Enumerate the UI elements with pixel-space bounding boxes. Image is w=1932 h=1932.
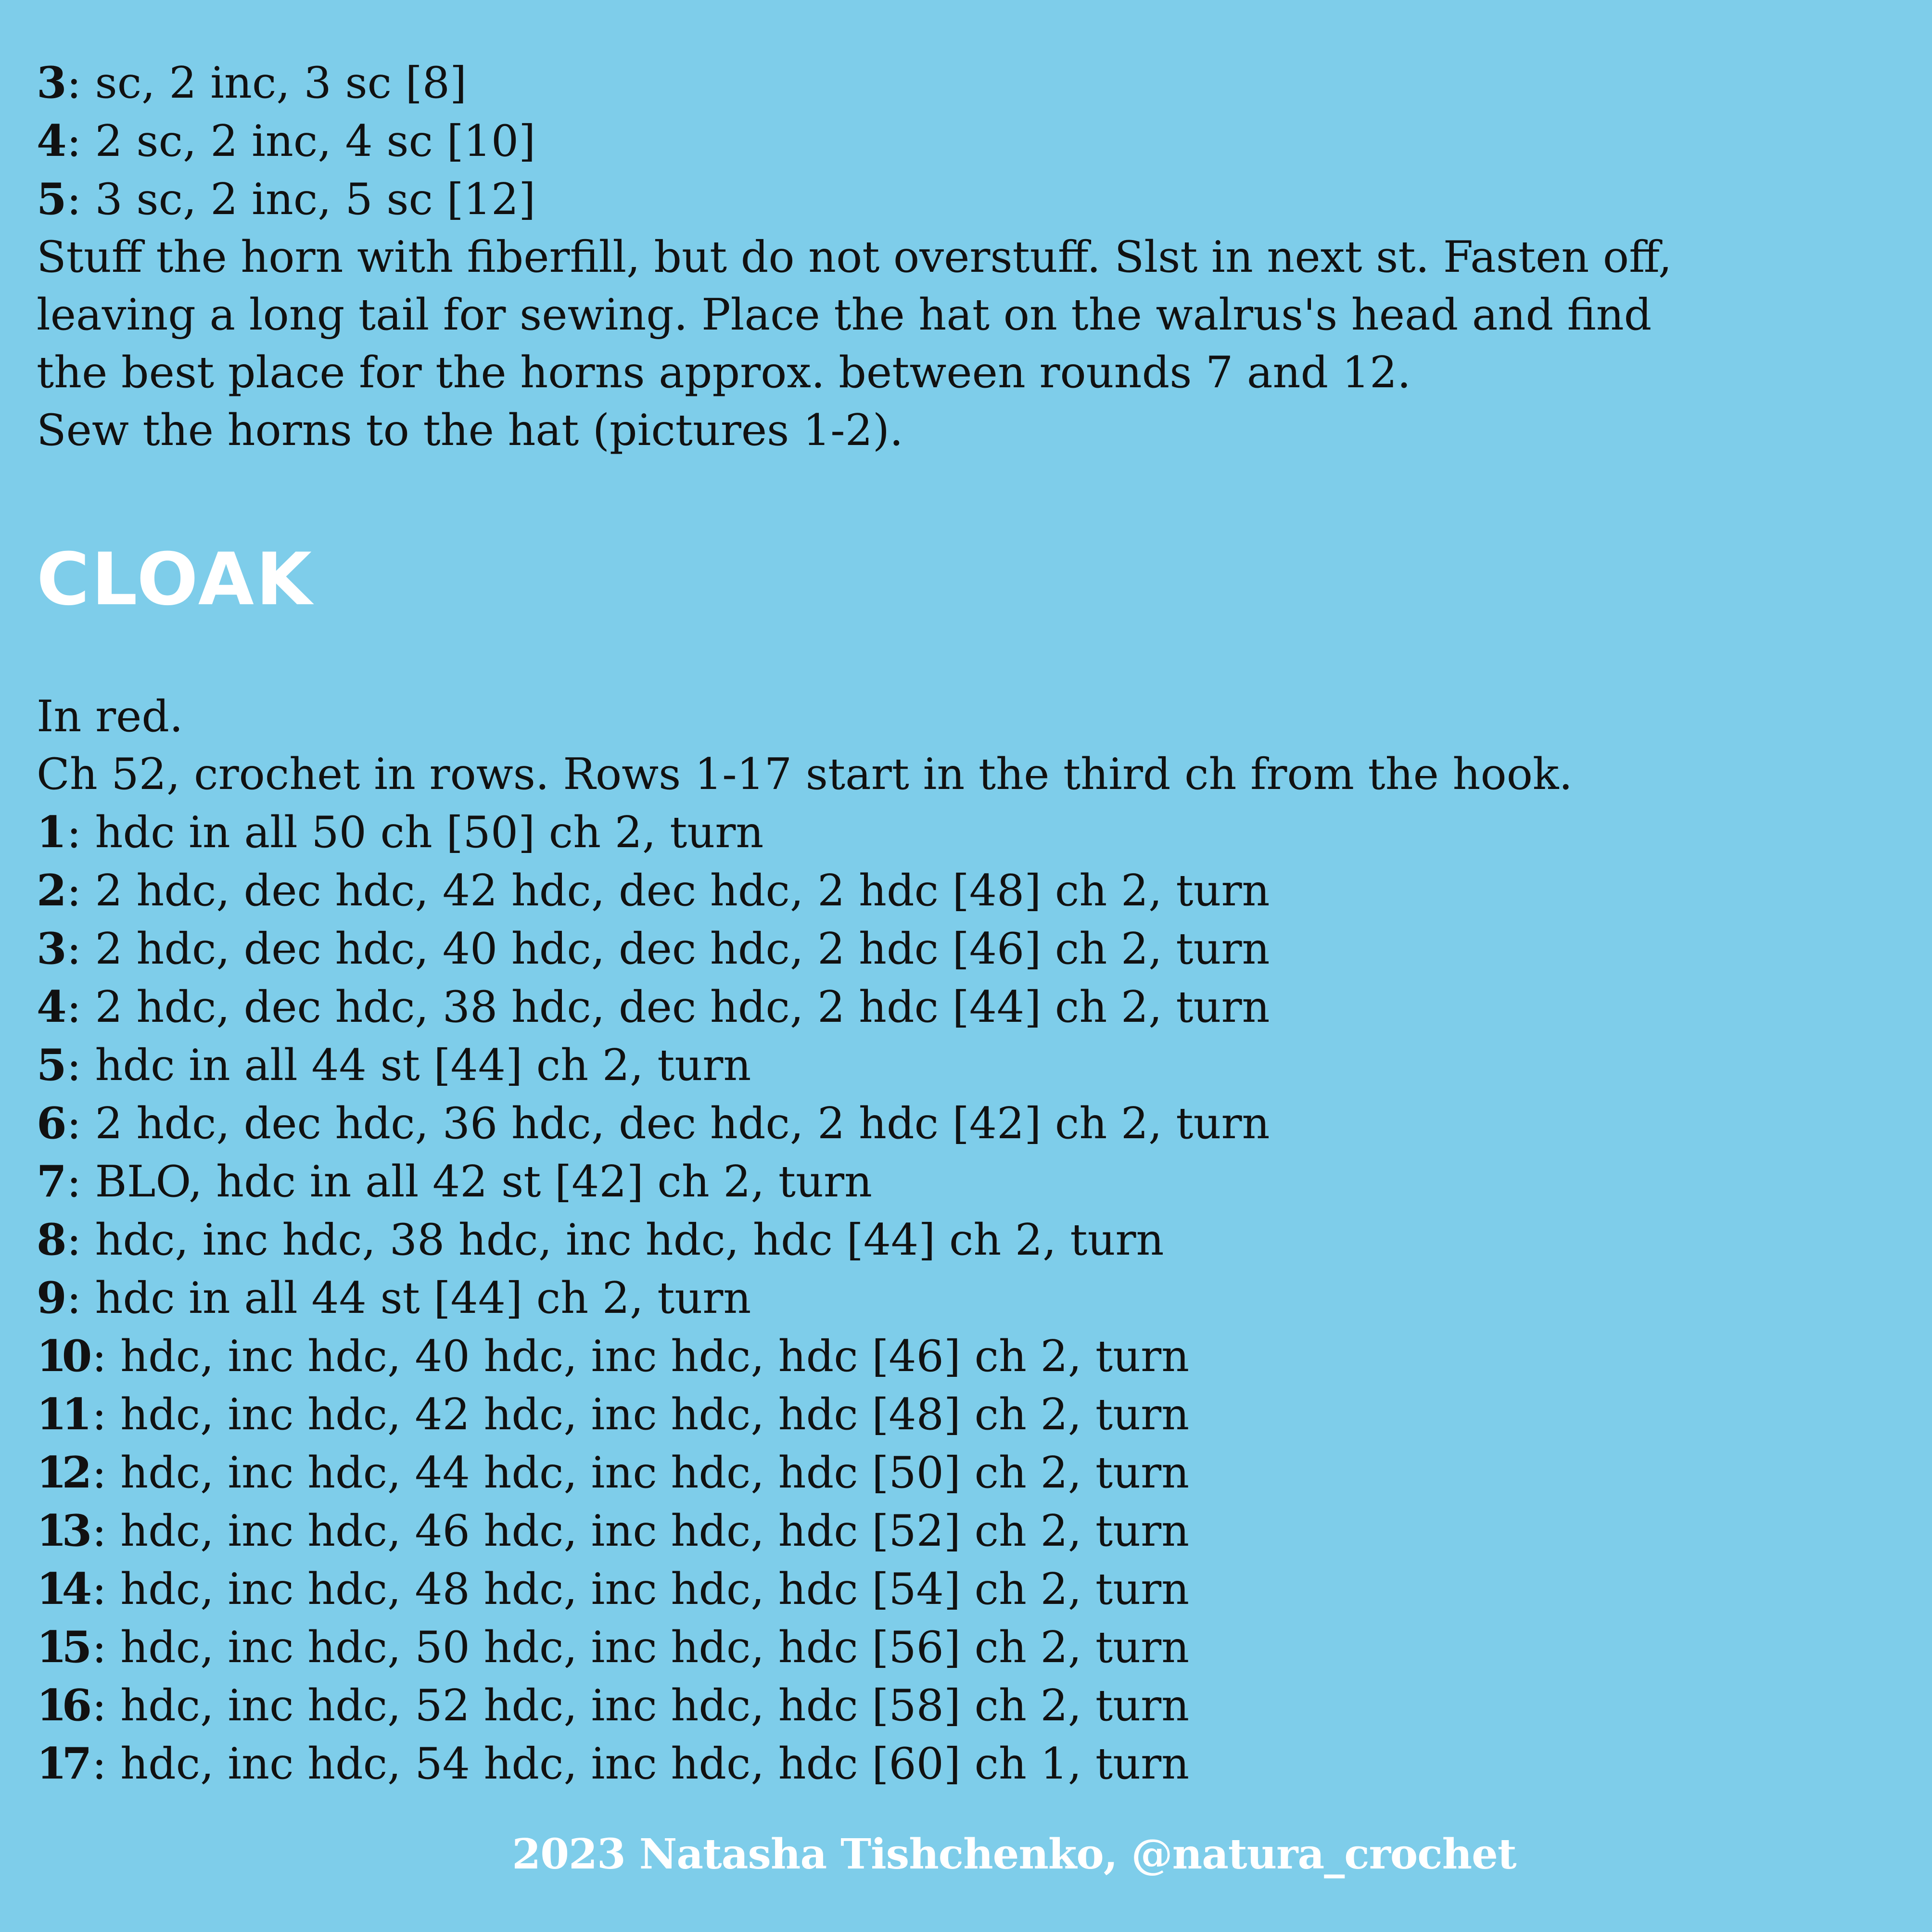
copyright-footer [0, 1828, 1932, 1881]
row-text: : hdc, inc hdc, 46 hdc, inc hdc, hdc [52] ch 2, turn [92, 1506, 1190, 1556]
cloak-row [37, 920, 1903, 978]
horn-row [37, 54, 1903, 112]
footer-credit: 2023 Natasha Tishchenko, @natura_crochet [512, 1830, 1516, 1879]
horn-row [37, 170, 1903, 229]
cloak-row [37, 1502, 1903, 1560]
row-number: 5 [37, 1040, 62, 1091]
row-text: : 2 hdc, dec hdc, 42 hdc, dec hdc, 2 hdc [48] ch 2, turn [66, 865, 1270, 916]
row-number: 10 [37, 1331, 88, 1382]
row-number: 14 [37, 1563, 88, 1614]
row-text: : hdc, inc hdc, 40 hdc, inc hdc, hdc [46] ch 2, turn [92, 1331, 1190, 1382]
row-number: 5 [37, 174, 62, 225]
cloak-row [37, 1444, 1903, 1502]
row-text: : 2 hdc, dec hdc, 38 hdc, dec hdc, 2 hdc [44] ch 2, turn [66, 982, 1270, 1032]
row-number: 3 [37, 57, 62, 108]
cloak-intro-line: In red. [37, 691, 183, 742]
cloak-row [37, 1735, 1903, 1793]
row-number: 11 [37, 1389, 88, 1440]
row-number: 6 [37, 1098, 62, 1149]
horn-instruction-line: leaving a long tail for sewing. Place the hat on the walrus's head and find [37, 290, 1652, 340]
horn-instruction-line: Sew the horns to the hat (pictures 1-2). [37, 405, 903, 456]
row-text: : hdc in all 44 st [44] ch 2, turn [66, 1040, 751, 1091]
cloak-row [37, 1385, 1903, 1444]
row-number: 1 [37, 807, 62, 858]
horn-instruction-line: Stuff the horn with fiberfill, but do not overstuff. Slst in next st. Fasten off, [37, 232, 1672, 282]
cloak-row [37, 1618, 1903, 1677]
row-number: 2 [37, 865, 62, 916]
row-text: : 2 hdc, dec hdc, 36 hdc, dec hdc, 2 hdc [42] ch 2, turn [66, 1098, 1270, 1149]
cloak-row [37, 1560, 1903, 1618]
row-text: : hdc, inc hdc, 52 hdc, inc hdc, hdc [58] ch 2, turn [92, 1680, 1190, 1731]
cloak-heading: CLOAK [37, 538, 314, 622]
horn-row [37, 112, 1903, 170]
row-text: : hdc in all 50 ch [50] ch 2, turn [66, 807, 764, 858]
cloak-section [37, 688, 1903, 1793]
row-number: 3 [37, 923, 62, 974]
row-number: 4 [37, 115, 62, 166]
row-text: : sc, 2 inc, 3 sc [8] [66, 58, 467, 108]
cloak-row [37, 1094, 1903, 1153]
cloak-row [37, 1269, 1903, 1327]
row-text: : BLO, hdc in all 42 st [42] ch 2, turn [66, 1157, 872, 1207]
row-text: : hdc, inc hdc, 44 hdc, inc hdc, hdc [50] ch 2, turn [92, 1448, 1190, 1498]
cloak-row [37, 803, 1903, 862]
row-number: 13 [37, 1505, 88, 1556]
row-text: : hdc, inc hdc, 50 hdc, inc hdc, hdc [56] ch 2, turn [92, 1622, 1190, 1673]
row-number: 17 [37, 1738, 88, 1789]
row-text: : hdc, inc hdc, 42 hdc, inc hdc, hdc [48] ch 2, turn [92, 1389, 1190, 1440]
row-number: 8 [37, 1214, 62, 1265]
cloak-row [37, 1153, 1903, 1211]
horn-instruction-line: the best place for the horns approx. between rounds 7 and 12. [37, 347, 1411, 398]
cloak-row [37, 978, 1903, 1036]
row-number: 7 [37, 1156, 62, 1207]
cloak-row [37, 1327, 1903, 1385]
row-text: : 2 sc, 2 inc, 4 sc [10] [66, 116, 536, 166]
row-text: : hdc in all 44 st [44] ch 2, turn [66, 1273, 751, 1323]
cloak-intro-line: Ch 52, crochet in rows. Rows 1-17 start in the third ch from the hook. [37, 749, 1573, 800]
cloak-row [37, 1677, 1903, 1735]
row-text: : hdc, inc hdc, 38 hdc, inc hdc, hdc [44] ch 2, turn [66, 1215, 1164, 1265]
row-text: : 2 hdc, dec hdc, 40 hdc, dec hdc, 2 hdc [46] ch 2, turn [66, 924, 1270, 974]
row-text: : hdc, inc hdc, 54 hdc, inc hdc, hdc [60] ch 1, turn [92, 1739, 1190, 1789]
row-text: : hdc, inc hdc, 48 hdc, inc hdc, hdc [54] ch 2, turn [92, 1564, 1190, 1614]
cloak-row [37, 1211, 1903, 1269]
row-number: 9 [37, 1272, 62, 1323]
row-number: 16 [37, 1680, 88, 1731]
row-number: 15 [37, 1622, 88, 1673]
row-number: 12 [37, 1447, 88, 1498]
row-text: : 3 sc, 2 inc, 5 sc [12] [66, 174, 536, 225]
cloak-row [37, 1036, 1903, 1094]
row-number: 4 [37, 981, 62, 1032]
cloak-row [37, 862, 1903, 920]
